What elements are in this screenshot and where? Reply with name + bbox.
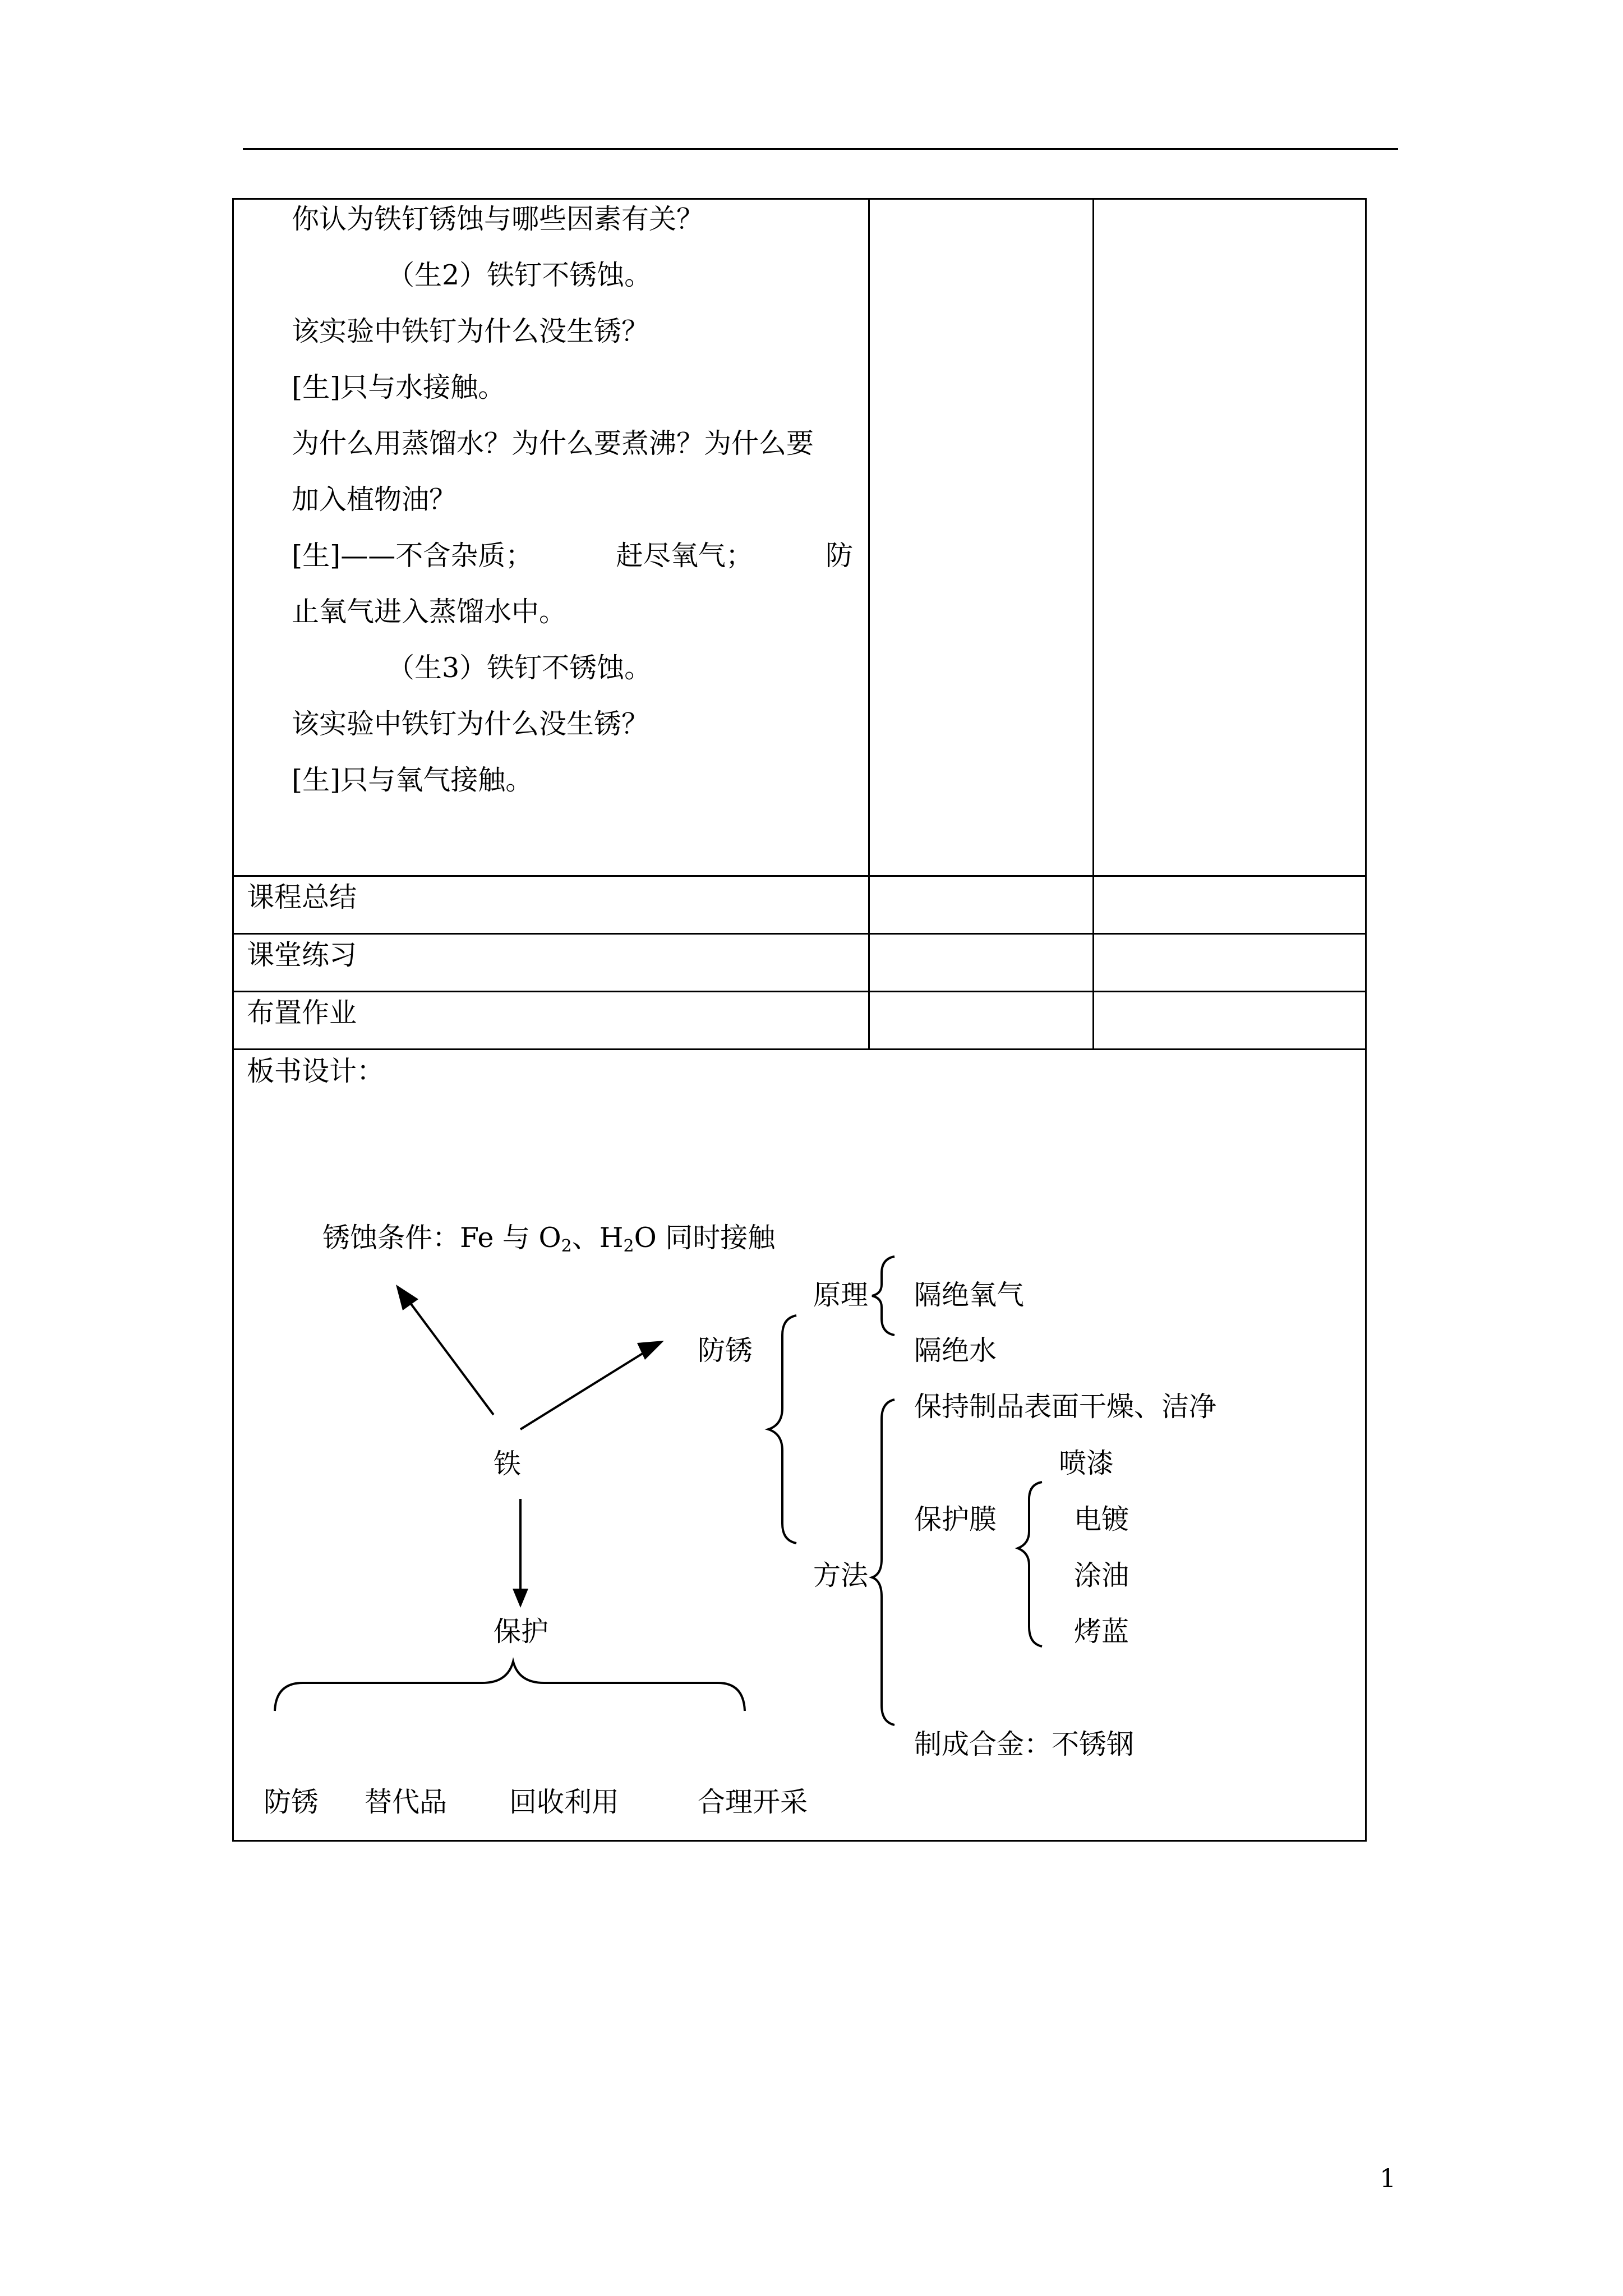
rust-prevention-node: 防锈: [698, 1335, 753, 1366]
lesson-line-3: 该实验中铁钉为什么没生锈？: [292, 315, 649, 347]
lesson-line-1: 你认为铁钉锈蚀与哪些因素有关？: [292, 203, 704, 235]
row-class-practice: 课堂练习: [247, 939, 357, 971]
arrow-to-rust-prevention: [520, 1341, 664, 1429]
alloy: 制成合金：不锈钢: [914, 1728, 1135, 1760]
lesson-line-7b: 赶尽氧气；: [616, 540, 754, 572]
brace-protective-film: [1018, 1482, 1042, 1646]
page-number: 1: [1380, 2163, 1396, 2193]
method-label: 方法: [813, 1559, 869, 1591]
lesson-line-10: 该实验中铁钉为什么没生锈？: [292, 708, 649, 740]
lesson-line-7a: [生]——不含杂质；: [292, 540, 533, 572]
protect-item-substitute: 替代品: [365, 1786, 448, 1818]
iron-node: 铁: [494, 1448, 522, 1480]
principle-label: 原理: [813, 1279, 869, 1311]
film-item-plating: 电镀: [1074, 1503, 1129, 1535]
film-item-spray: 喷漆: [1059, 1447, 1114, 1479]
lesson-line-5: 为什么用蒸馏水？为什么要煮沸？为什么要: [292, 427, 814, 459]
lesson-line-9: （生3）铁钉不锈蚀。: [387, 652, 652, 684]
row-homework: 布置作业: [247, 997, 357, 1029]
lesson-line-8: 止氧气进入蒸馏水中。: [292, 596, 567, 628]
brace-principle: [872, 1257, 895, 1335]
board-design-title: 板书设计：: [247, 1055, 385, 1087]
protect-item-recycle: 回收利用: [509, 1786, 620, 1818]
brace-rust-prevention: [768, 1315, 796, 1543]
rust-condition: 锈蚀条件：Fe 与 $O_2$、$H_2O$ 同时接触: [322, 1222, 776, 1256]
brace-protect: [275, 1662, 745, 1711]
brace-method: [872, 1400, 895, 1725]
lesson-line-11: [生]只与氧气接触。: [292, 764, 533, 796]
row-course-summary: 课程总结: [247, 881, 357, 913]
film-item-blueing: 烤蓝: [1074, 1616, 1129, 1648]
lesson-line-4: [生]只与水接触。: [292, 371, 506, 403]
isolate-water: 隔绝水: [914, 1335, 997, 1366]
isolate-oxygen: 隔绝氧气: [914, 1279, 1025, 1311]
lesson-line-6: 加入植物油？: [292, 484, 457, 516]
film-item-oil: 涂油: [1074, 1559, 1129, 1591]
lesson-line-2: （生2）铁钉不锈蚀。: [387, 259, 652, 291]
lesson-line-7c: 防: [826, 540, 854, 572]
keep-dry: 保持制品表面干燥、洁净: [914, 1391, 1217, 1423]
protect-node: 保护: [494, 1616, 549, 1648]
protective-film: 保护膜: [914, 1503, 997, 1535]
arrow-to-protect: [513, 1499, 528, 1608]
protect-item-rust: 防锈: [264, 1786, 319, 1818]
arrow-to-rust-condition: [396, 1285, 494, 1415]
protect-item-mining: 合理开采: [698, 1786, 808, 1818]
